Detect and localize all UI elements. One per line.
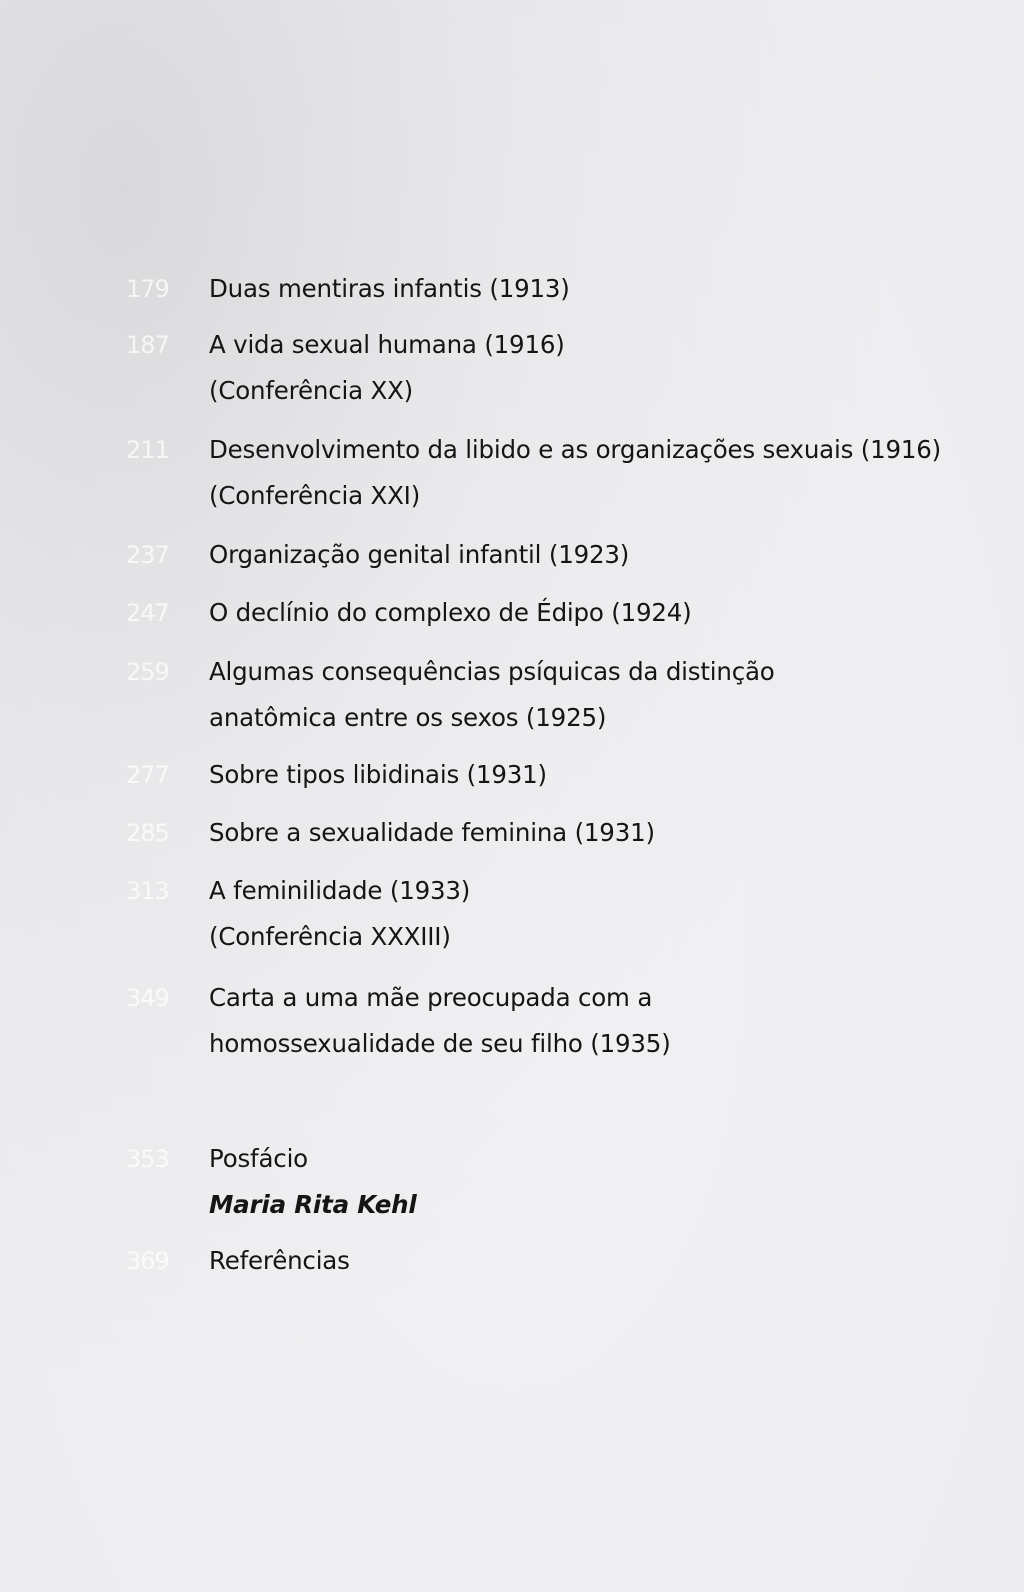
toc-page-number: 237 <box>126 541 169 569</box>
toc-page-number: 247 <box>126 599 169 627</box>
toc-page-number: 285 <box>126 819 169 847</box>
toc-entry-title: O declínio do complexo de Édipo (1924) <box>209 598 692 627</box>
toc-entry-title: Sobre tipos libidinais (1931) <box>209 760 547 789</box>
toc-entry-title: Carta a uma mãe preocupada com a <box>209 983 653 1012</box>
toc-entry-title-cont: anatômica entre os sexos (1925) <box>209 703 607 732</box>
toc-entry-title: Sobre a sexualidade feminina (1931) <box>209 818 655 847</box>
toc-entry-author: Maria Rita Kehl <box>209 1190 417 1219</box>
toc-entry-title: Referências <box>209 1246 350 1275</box>
toc-page-number: 353 <box>126 1145 169 1173</box>
toc-page-number: 369 <box>126 1247 169 1275</box>
toc-entry-title: A vida sexual humana (1916) <box>209 330 565 359</box>
toc-entry-title: Algumas consequências psíquicas da distinção <box>209 657 775 686</box>
toc-entry-title: Duas mentiras infantis (1913) <box>209 274 570 303</box>
toc-page-number: 349 <box>126 984 169 1012</box>
toc-entry-subtitle: (Conferência XXXIII) <box>209 922 451 951</box>
toc-entry-title: A feminilidade (1933) <box>209 876 471 905</box>
toc-page-number: 259 <box>126 658 169 686</box>
toc-page-number: 187 <box>126 331 169 359</box>
toc-page-number: 313 <box>126 877 169 905</box>
toc-entry-title: Posfácio <box>209 1144 308 1173</box>
toc-page-number: 277 <box>126 761 169 789</box>
toc-entry-title-cont: homossexualidade de seu filho (1935) <box>209 1029 671 1058</box>
toc-entry-subtitle: (Conferência XX) <box>209 376 414 405</box>
toc-entry-subtitle: (Conferência XXI) <box>209 481 421 510</box>
toc-page-number: 179 <box>126 275 169 303</box>
toc-page-number: 211 <box>126 436 169 464</box>
toc-entry-title: Desenvolvimento da libido e as organizações sexuais (1916) <box>209 435 942 464</box>
toc-entry-title: Organização genital infantil (1923) <box>209 540 630 569</box>
